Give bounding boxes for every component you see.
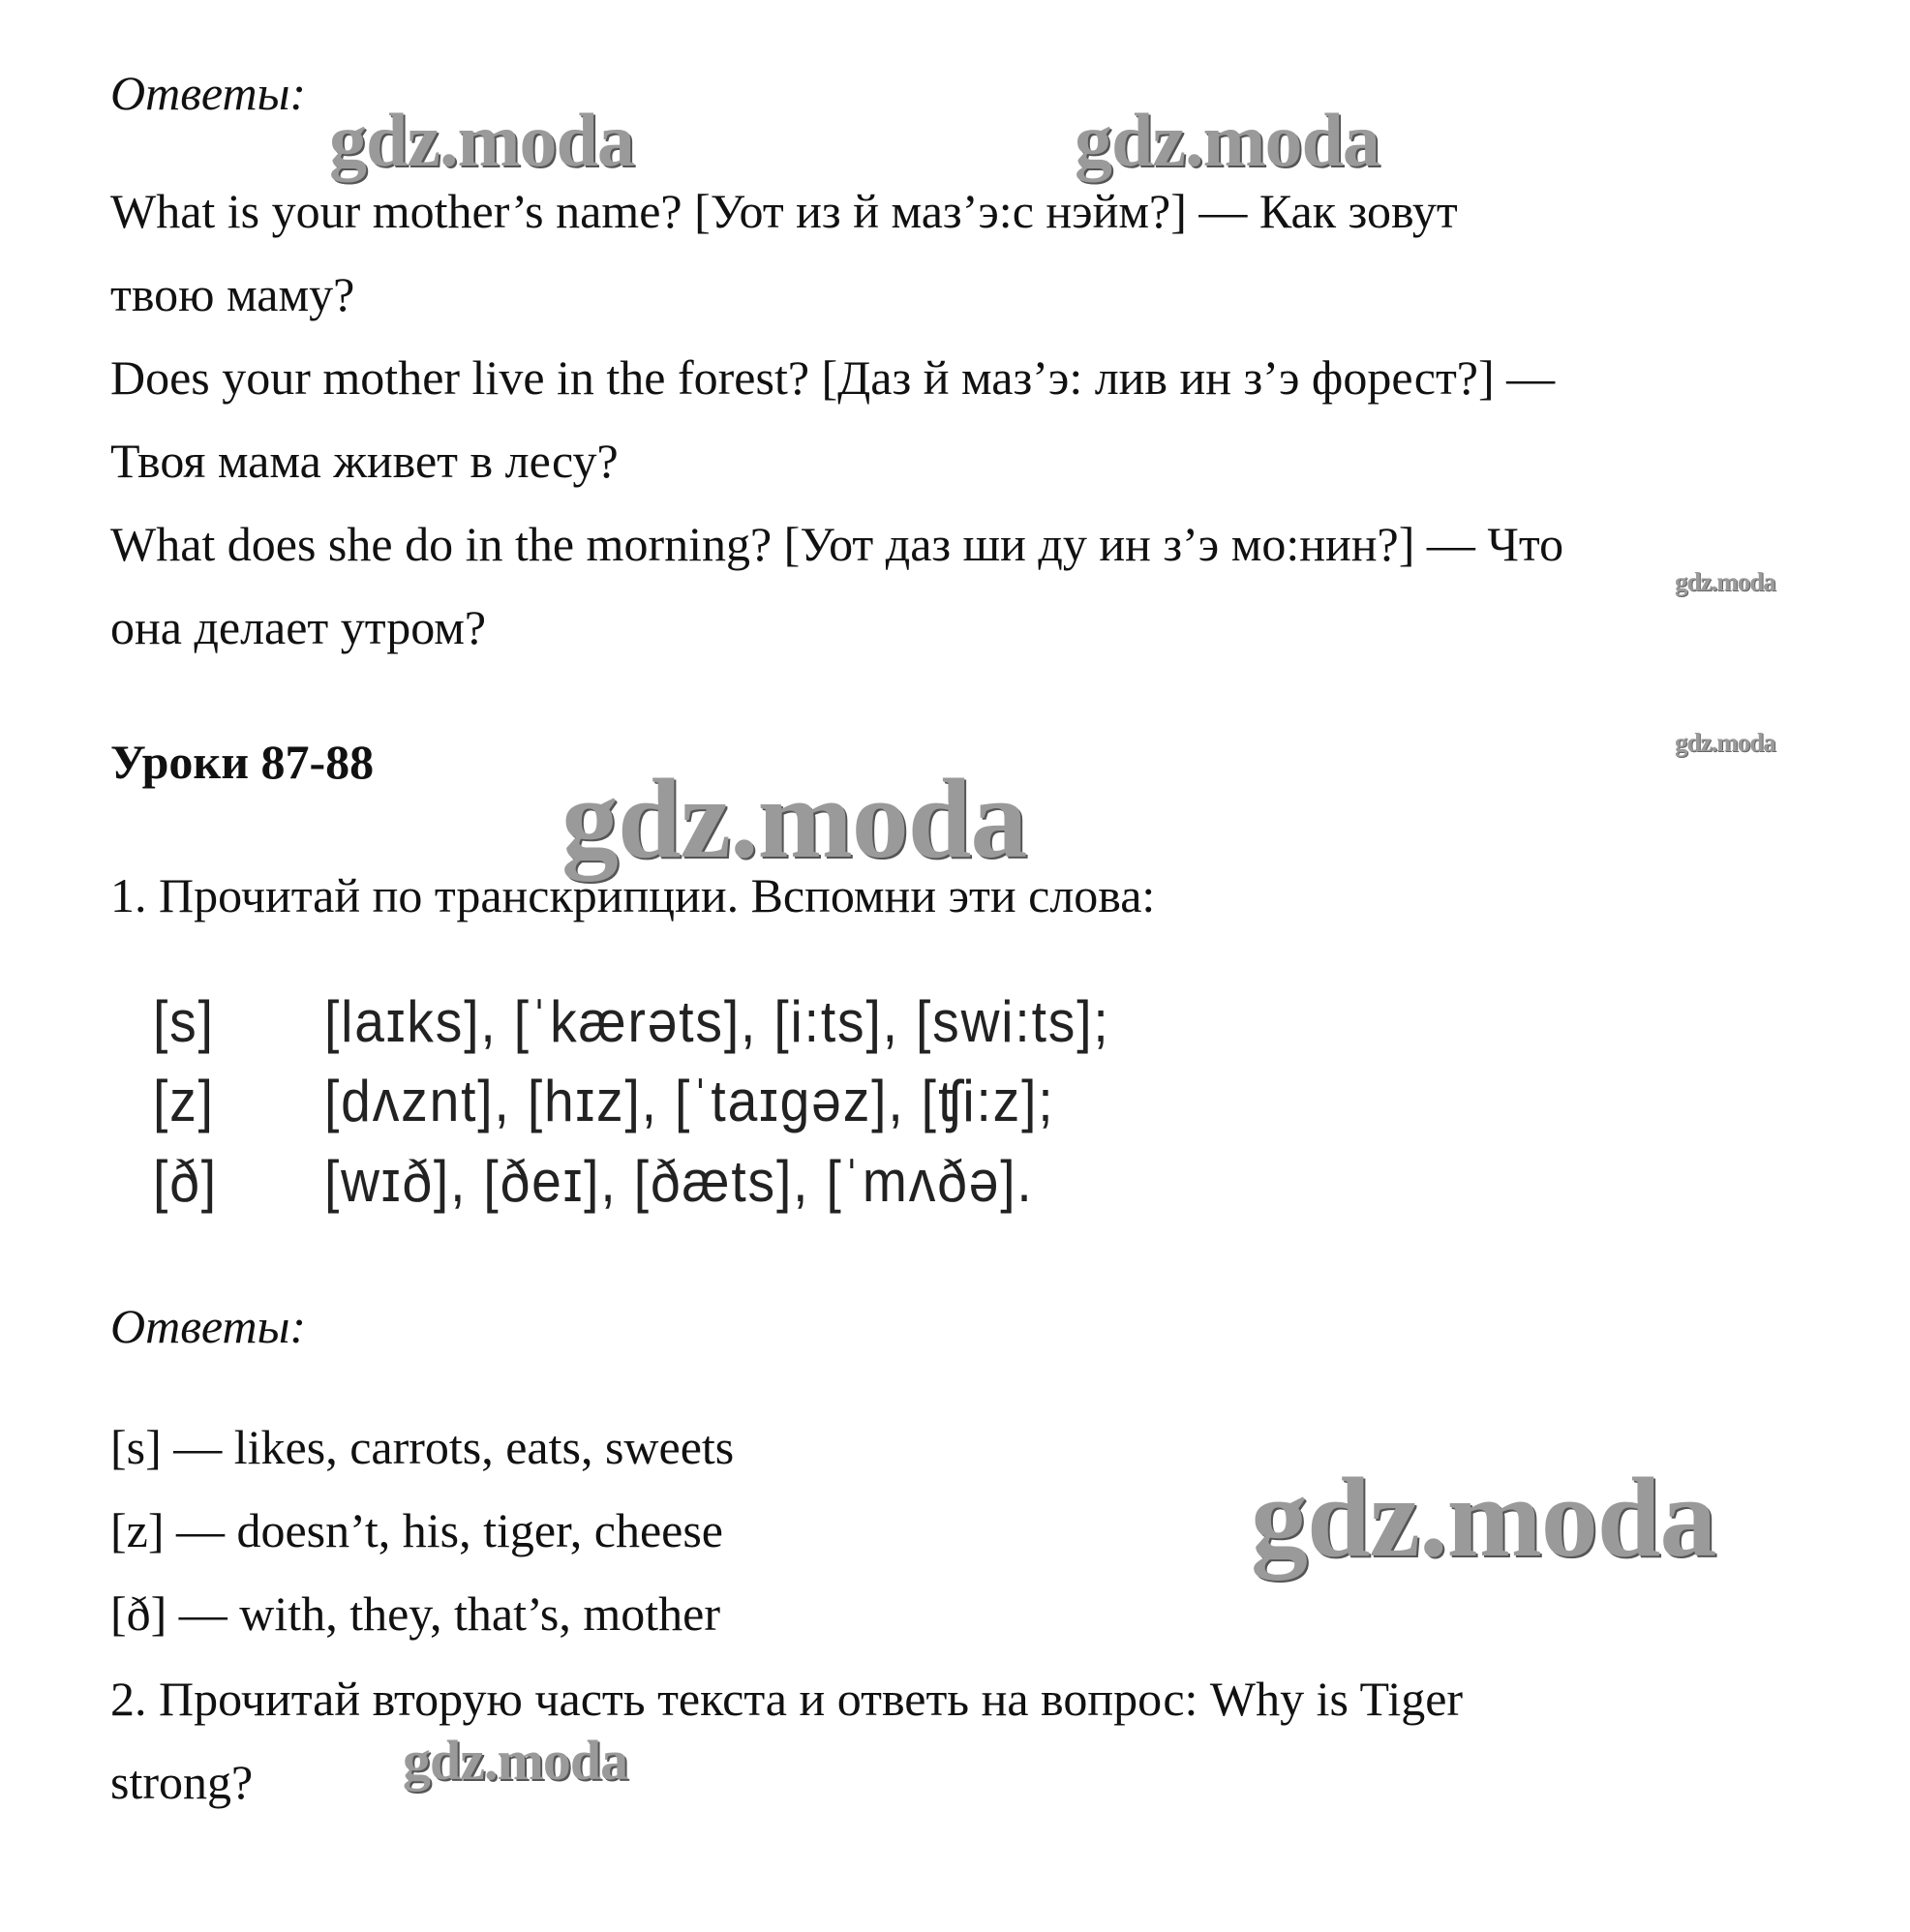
task-2: 2. Прочитай вторую часть текста и ответь на вопрос: Why is Tiger	[110, 1672, 1464, 1726]
watermark: gdz.moda	[561, 755, 1027, 882]
question-line: твою маму?	[110, 267, 355, 321]
phonetic-sound: [ð]	[153, 1149, 218, 1214]
question-line: Твоя мама живет в лесу?	[110, 434, 619, 488]
answer-line: [z] — doesn’t, his, tiger, cheese	[110, 1503, 723, 1557]
question-line: What does she do in the morning? [Уот даз ши ду ин з’э мо:нин?] — Что	[110, 517, 1564, 571]
watermark: gdz.moda	[1251, 1454, 1716, 1581]
answer-line: [s] — likes, carrots, eats, sweets	[110, 1420, 735, 1474]
phonetic-sound: [s]	[153, 989, 215, 1054]
watermark: gdz.moda	[1675, 567, 1775, 596]
lesson-heading: Уроки 87-88	[110, 735, 375, 789]
answer-line: [ð] — with, they, that’s, mother	[110, 1586, 720, 1641]
phonetic-words: [dʌznt], [hɪz], [ˈtaɪgəz], [ʧi:z];	[324, 1069, 1055, 1133]
watermark: gdz.moda	[403, 1729, 628, 1792]
task-1: 1. Прочитай по транскрипции. Вспомни эти слова:	[110, 868, 1156, 922]
question-line: Does your mother live in the forest? [Даз й маз’э: лив ин з’э форест?] —	[110, 350, 1556, 405]
watermark: gdz.moda	[1675, 728, 1775, 757]
phonetic-sound: [z]	[153, 1069, 215, 1133]
answers-label: Ответы:	[110, 66, 307, 120]
watermark: gdz.moda	[1075, 98, 1379, 182]
task-2: strong?	[110, 1755, 254, 1809]
question-line: она делает утром?	[110, 600, 487, 654]
phonetic-words: [laɪks], [ˈkærəts], [i:ts], [swi:ts];	[324, 989, 1110, 1054]
question-line: What is your mother’s name? [Уот из й маз’э:с нэйм?] — Как зовут	[110, 184, 1458, 238]
watermark: gdz.moda	[329, 98, 634, 182]
answers-label: Ответы:	[110, 1299, 307, 1353]
phonetic-words: [wɪð], [ðeɪ], [ðæts], [ˈmʌðə].	[324, 1149, 1034, 1214]
